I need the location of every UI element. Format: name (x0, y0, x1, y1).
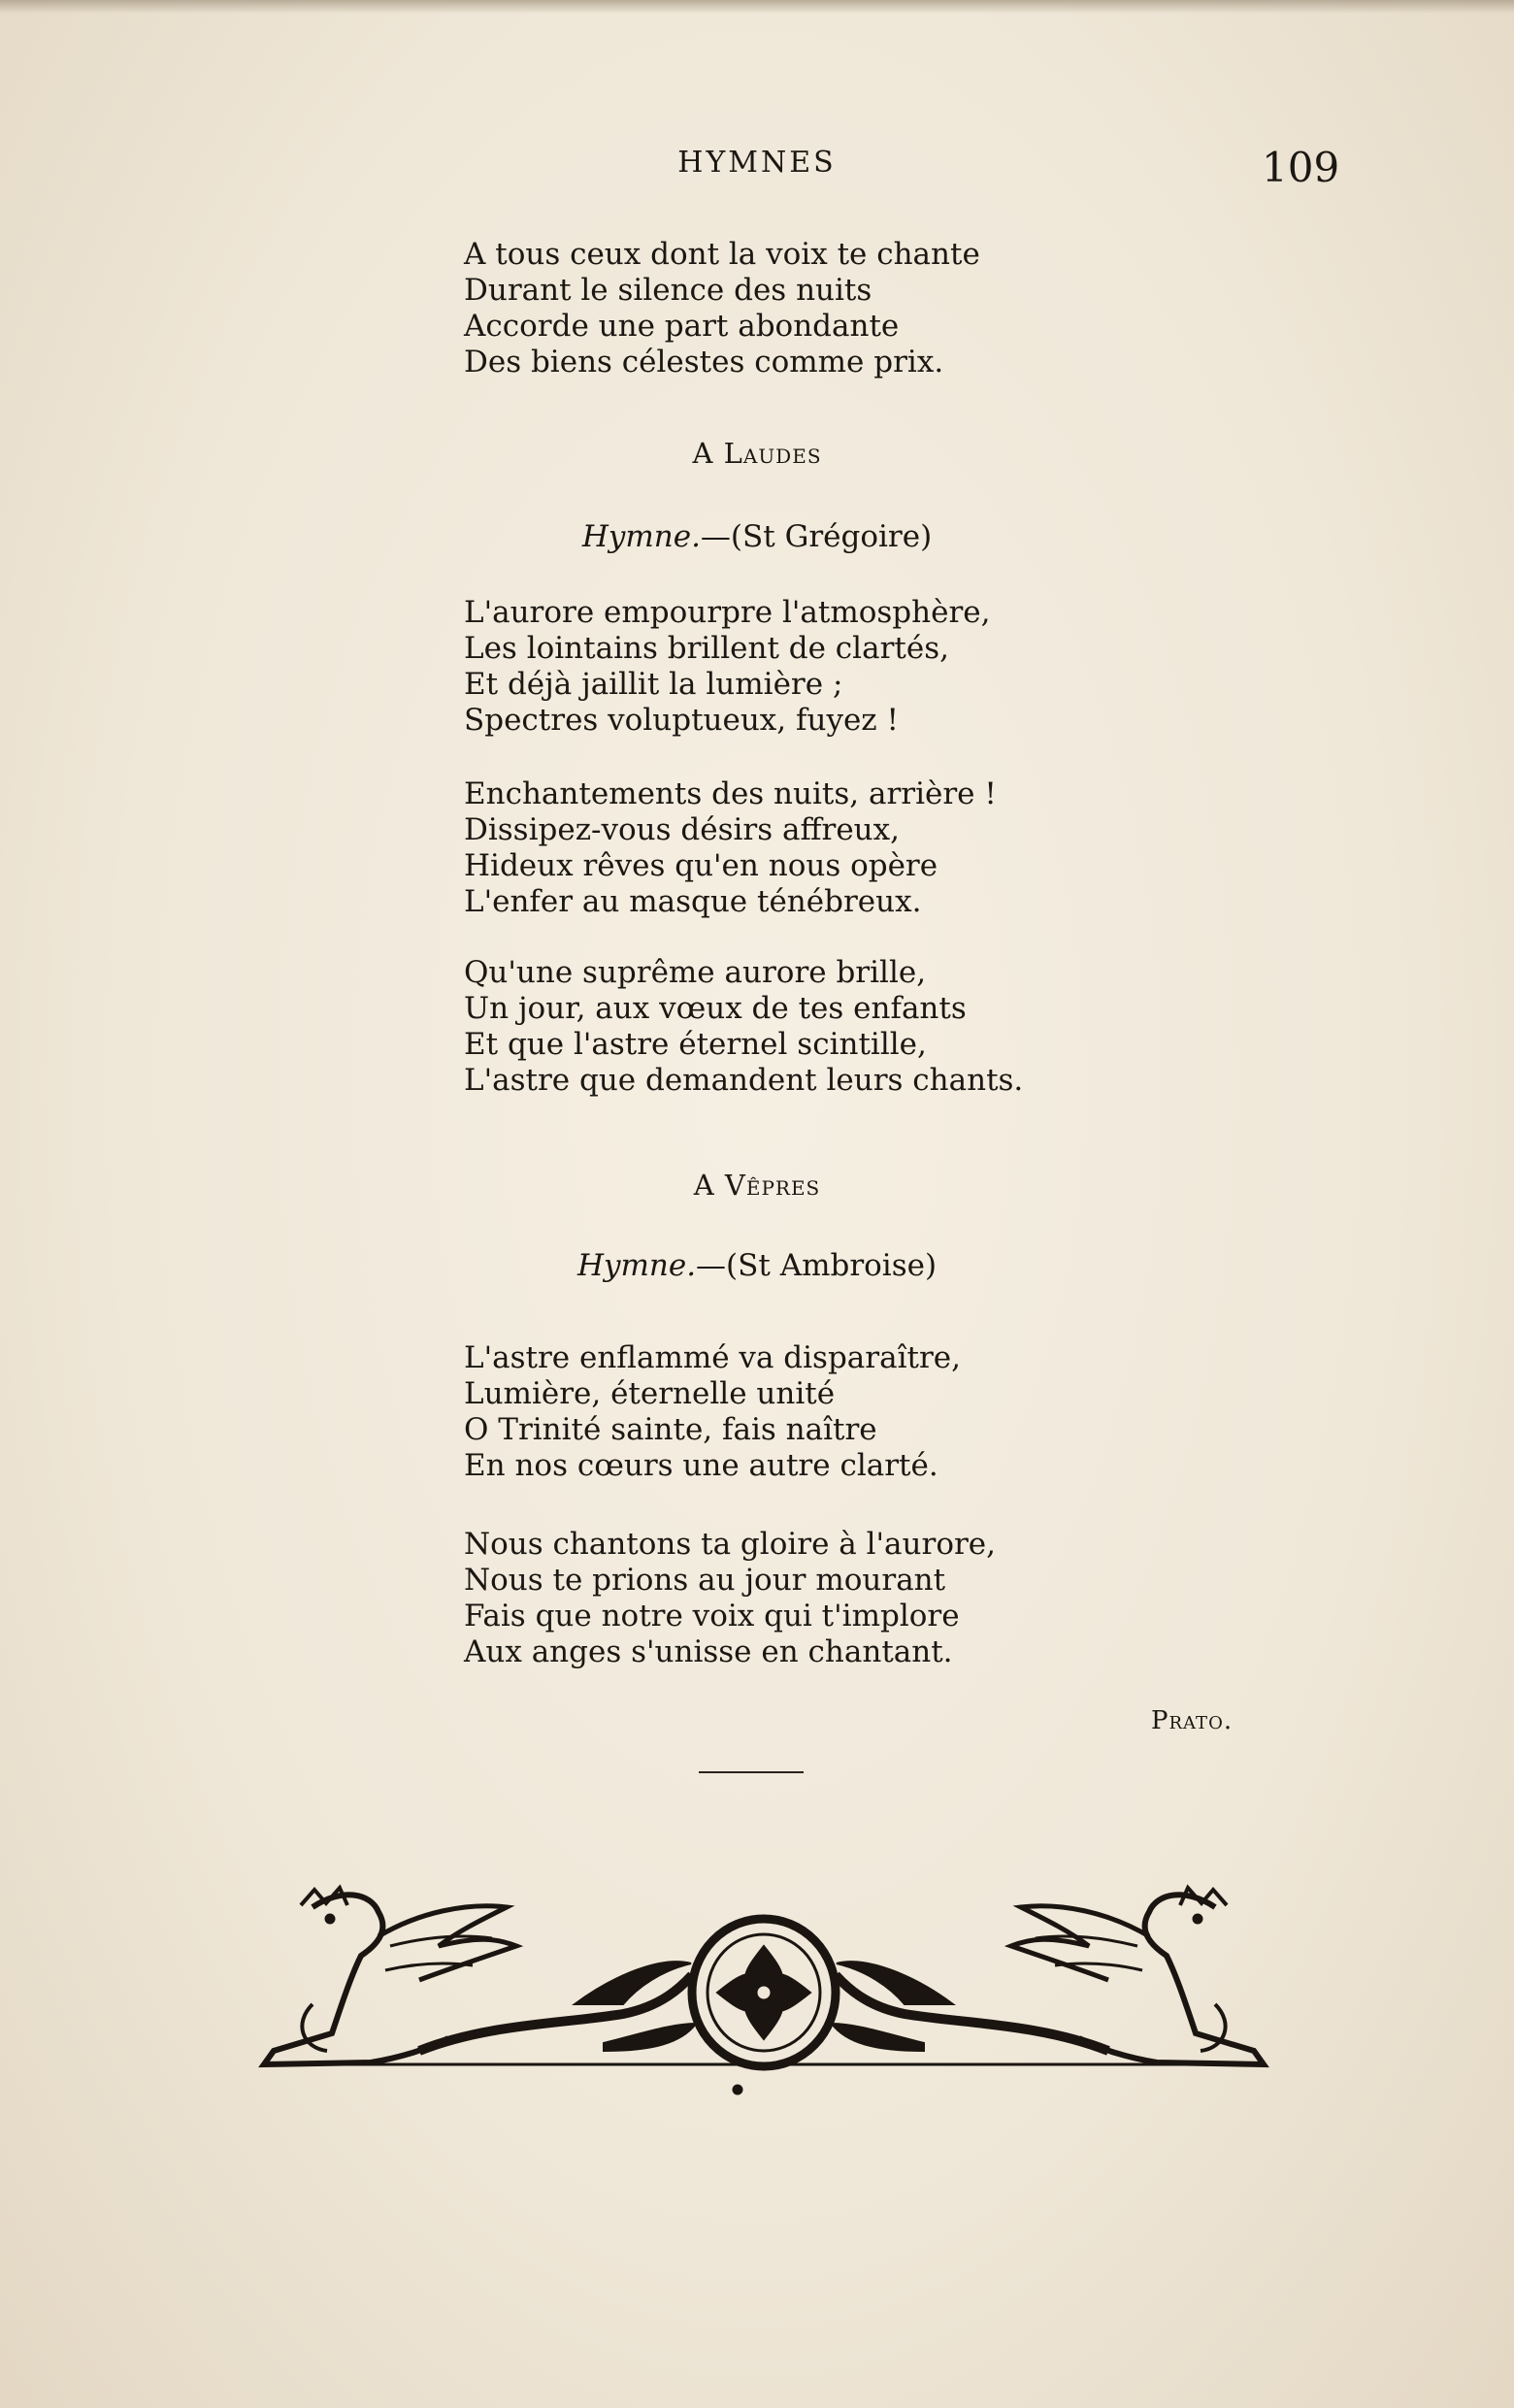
verse-line: Enchantements des nuits, arrière ! (464, 776, 997, 811)
verse-line: Un jour, aux vœux de tes enfants (464, 991, 967, 1026)
winged-griffins-tailpiece-icon (254, 1878, 1273, 2111)
verse-line: O Trinité sainte, fais naître (464, 1412, 877, 1447)
page-top-edge (0, 0, 1514, 14)
hymn-label: Hymne. (581, 519, 701, 554)
hymn-attribution: —(St Grégoire) (700, 519, 933, 554)
verse-line: Dissipez-vous désirs affreux, (464, 812, 900, 847)
verse-line: Qu'une suprême aurore brille, (464, 955, 927, 990)
intro-stanza (464, 237, 980, 380)
verse-line: Et que l'astre éternel scintille, (464, 1027, 927, 1062)
running-head: HYMNES (677, 146, 837, 180)
verse-line: A tous ceux dont la voix te chante (464, 237, 980, 272)
verse-line: Hideux rêves qu'en nous opère (464, 848, 938, 883)
laudes-stanza-1 (464, 595, 990, 739)
verse-line: L'astre que demandent leurs chants. (464, 1063, 1024, 1098)
laudes-stanza-2 (464, 776, 997, 920)
verse-line: L'astre enflammé va disparaître, (464, 1340, 961, 1375)
hymn-heading-vepres (0, 1248, 1514, 1283)
verse-line: En nos cœurs une autre clarté. (464, 1448, 938, 1483)
verse-line: Les lointains brillent de clartés, (464, 631, 949, 666)
office-title-vepres: A Vêpres (693, 1169, 821, 1202)
verse-line: Et déjà jaillit la lumière ; (464, 667, 843, 702)
laudes-stanza-3 (464, 955, 1023, 1099)
page-number: 109 (1262, 144, 1340, 191)
author-signature: Prato. (1151, 1706, 1234, 1735)
section-rule (699, 1771, 804, 1773)
verse-line: Fais que notre voix qui t'implore (464, 1599, 960, 1633)
verse-line: Spectres voluptueux, fuyez ! (464, 703, 899, 738)
verse-line: Durant le silence des nuits (464, 273, 872, 308)
verse-line: Nous te prions au jour mourant (464, 1563, 946, 1598)
hymn-heading-laudes (0, 519, 1514, 554)
verse-line: Des biens célestes comme prix. (464, 345, 944, 379)
hymn-attribution: —(St Ambroise) (696, 1248, 938, 1283)
verse-line: L'enfer au masque ténébreux. (464, 884, 922, 919)
verse-line: Accorde une part abondante (464, 309, 900, 344)
verse-line: Nous chantons ta gloire à l'aurore, (464, 1527, 997, 1562)
verse-line: Lumière, éternelle unité (464, 1376, 836, 1411)
office-title-laudes: A Laudes (692, 437, 822, 470)
verse-line: L'aurore empourpre l'atmosphère, (464, 595, 991, 630)
verse-line: Aux anges s'unisse en chantant. (464, 1634, 953, 1669)
vepres-stanza-1 (464, 1340, 961, 1484)
hymn-label: Hymne. (576, 1248, 697, 1283)
vepres-stanza-2 (464, 1527, 996, 1670)
